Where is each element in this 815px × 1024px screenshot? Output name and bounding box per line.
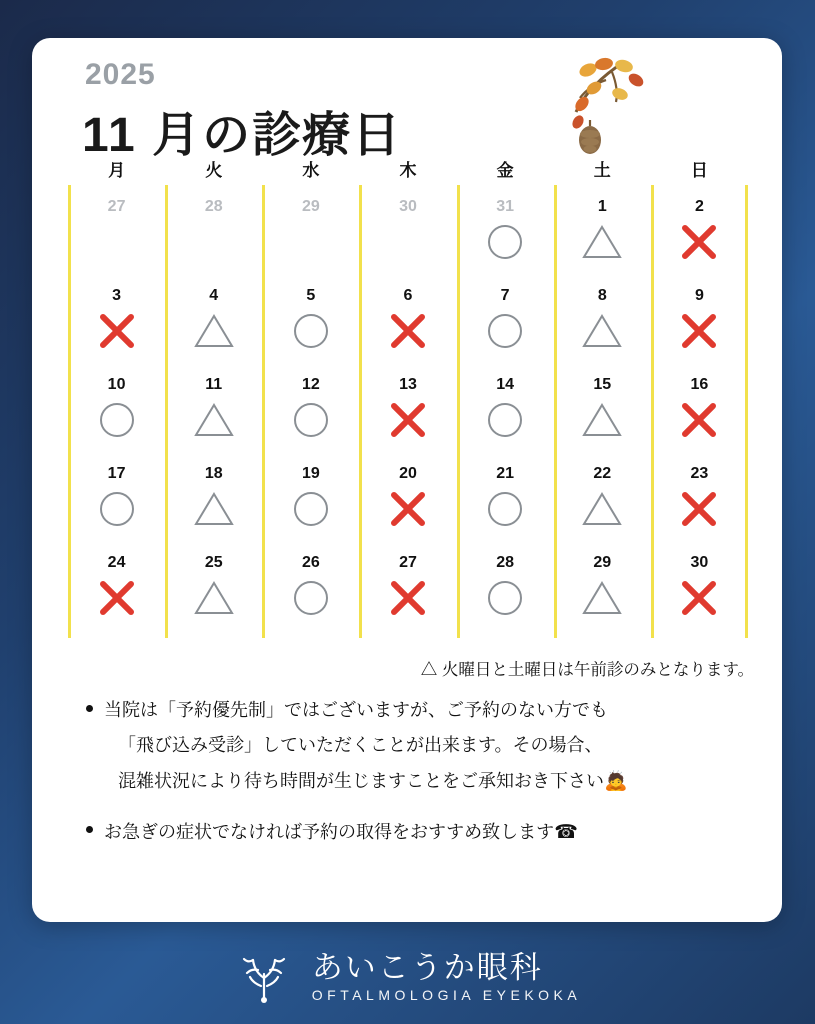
day-mark-cross-icon [359,305,456,357]
note-emoji-icon: 🙇 [604,771,628,793]
day-number: 4 [209,287,219,304]
calendar-day [262,371,359,460]
calendar-week-row [68,549,748,638]
note-emoji-icon: ☎ [554,822,578,844]
day-number: 23 [690,465,709,482]
day-mark-empty [68,216,165,268]
deer-antler-logo-icon [234,948,294,1006]
calendar-day [262,282,359,371]
weekday-tue: 火 [205,161,223,180]
day-number: 11 [205,376,223,393]
calendar-day [651,282,748,371]
weekday-header-row [68,156,748,181]
day-number: 26 [301,554,320,571]
day-mark-circle-icon [457,305,554,357]
day-mark-circle-icon [68,483,165,535]
day-number: 28 [204,198,223,215]
autumn-branch-icon [532,54,652,164]
day-number: 18 [204,465,223,482]
day-mark-cross-icon [359,572,456,624]
day-mark-empty [359,216,456,268]
bullet-dot-icon [86,826,93,833]
calendar-day [262,193,359,282]
day-mark-cross-icon [651,572,748,624]
day-number: 1 [597,198,607,215]
calendar-day [554,371,651,460]
day-mark-circle-icon [68,394,165,446]
weekday-mon: 月 [108,161,126,180]
page-title: 11 月の診療日 [82,109,403,162]
calendar-week-row [68,371,748,460]
calendar-day [68,549,165,638]
day-mark-circle-icon [262,483,359,535]
calendar-card [32,38,782,922]
calendar-day [359,193,456,282]
calendar-day [262,460,359,549]
calendar-day [554,460,651,549]
day-number: 3 [112,287,122,304]
day-mark-empty [165,216,262,268]
note-item [84,693,744,800]
day-mark-cross-icon [68,572,165,624]
day-mark-cross-icon [651,483,748,535]
calendar-day [165,371,262,460]
day-number: 17 [107,465,126,482]
calendar-day [359,460,456,549]
day-number: 13 [399,376,417,393]
notes-list [84,693,744,865]
note-line: 「飛び込み受診」していただくことが出来ます。その場合、 [118,735,603,756]
calendar-day [165,549,262,638]
calendar-day [262,549,359,638]
calendar-grid [68,185,748,638]
day-mark-cross-icon [651,216,748,268]
weekday-thu: 木 [399,161,417,180]
day-mark-circle-icon [262,305,359,357]
calendar-day [457,371,554,460]
day-number: 27 [399,554,417,571]
day-mark-triangle-icon [554,572,651,624]
day-mark-triangle-icon [554,483,651,535]
calendar-day [457,193,554,282]
day-number: 2 [694,198,704,215]
day-number: 27 [107,198,126,215]
day-mark-triangle-icon [554,394,651,446]
note-item [84,814,744,851]
day-number: 10 [107,376,126,393]
day-mark-circle-icon [457,394,554,446]
calendar-day [457,282,554,371]
calendar [68,156,748,638]
day-number: 29 [593,554,612,571]
day-number: 30 [690,554,709,571]
day-mark-cross-icon [651,305,748,357]
day-mark-cross-icon [651,394,748,446]
day-mark-triangle-icon [554,305,651,357]
day-mark-triangle-icon [165,394,262,446]
calendar-day [651,460,748,549]
day-number: 24 [107,554,126,571]
note-line: お急ぎの症状でなければ予約の取得をおすすめ致します☎ [104,822,578,844]
day-number: 15 [593,376,612,393]
bullet-dot-icon [86,705,93,712]
calendar-day [68,371,165,460]
calendar-day [457,549,554,638]
brand-name-en: OFTALMOLOGIA EYEKOKA [311,987,582,1004]
calendar-day [165,282,262,371]
weekday-sat: 土 [593,161,611,180]
day-mark-circle-icon [262,572,359,624]
day-number: 22 [593,465,612,482]
weekday-wed: 水 [302,161,320,180]
day-number: 20 [399,465,417,482]
day-mark-empty [262,216,359,268]
calendar-day [651,549,748,638]
calendar-day [165,460,262,549]
day-number: 29 [301,198,320,215]
note-line: 混雑状況により待ち時間が生じますことをご承知おき下さい🙇 [118,771,628,793]
day-mark-triangle-icon [165,305,262,357]
day-number: 19 [301,465,320,482]
calendar-day [554,282,651,371]
calendar-day [359,371,456,460]
day-number: 12 [301,376,320,393]
calendar-day [651,371,748,460]
day-number: 14 [496,376,515,393]
day-mark-cross-icon [68,305,165,357]
triangle-note: △ 火曜日と土曜日は午前診のみとなります。 [420,661,754,679]
day-number: 25 [204,554,223,571]
day-mark-circle-icon [457,483,554,535]
day-number: 7 [500,287,510,304]
day-number: 31 [496,198,515,215]
calendar-week-row [68,460,748,549]
calendar-day [68,193,165,282]
day-mark-triangle-icon [165,483,262,535]
day-number: 16 [690,376,709,393]
day-number: 21 [496,465,515,482]
day-mark-circle-icon [457,572,554,624]
day-number: 9 [694,287,704,304]
day-number: 28 [496,554,515,571]
day-mark-triangle-icon [165,572,262,624]
day-number: 30 [399,198,417,215]
calendar-week-row [68,193,748,282]
day-mark-circle-icon [262,394,359,446]
calendar-day [68,282,165,371]
day-number: 5 [306,287,316,304]
calendar-day [554,549,651,638]
day-mark-triangle-icon [554,216,651,268]
calendar-day [165,193,262,282]
day-mark-cross-icon [359,483,456,535]
calendar-day [68,460,165,549]
calendar-week-row [68,282,748,371]
day-mark-cross-icon [359,394,456,446]
calendar-day [651,193,748,282]
calendar-day [359,549,456,638]
weekday-sun: 日 [690,161,708,180]
day-mark-circle-icon [457,216,554,268]
brand-name-jp: あいこうか眼科 [311,949,543,985]
note-line: 当院は「予約優先制」ではございますが、ご予約のない方でも [104,700,608,720]
day-number: 8 [597,287,607,304]
calendar-weeks [68,193,748,638]
day-number: 6 [403,287,413,304]
calendar-day [457,460,554,549]
weekday-fri: 金 [496,161,514,180]
footer-brand [0,948,815,1006]
calendar-day [554,193,651,282]
year-label: 2025 [85,58,156,91]
calendar-day [359,282,456,371]
